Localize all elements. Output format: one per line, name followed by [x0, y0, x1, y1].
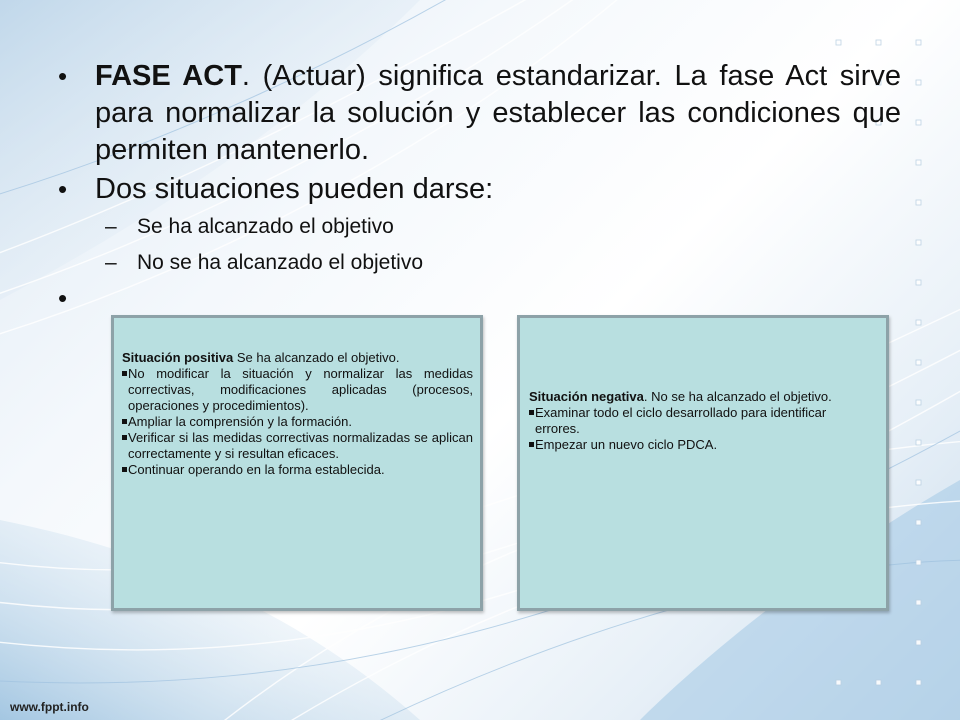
square-bullet-icon: [122, 435, 127, 440]
positive-item: [122, 430, 473, 462]
square-bullet-icon: [122, 467, 127, 472]
square-bullet-icon: [122, 419, 127, 424]
positive-item-text: Ampliar la comprensión y la formación.: [128, 414, 352, 429]
positive-item: [122, 366, 473, 414]
bullet-list: [58, 58, 901, 319]
negative-item-text: Empezar un nuevo ciclo PDCA.: [535, 437, 718, 452]
bullet-glyph: •: [58, 283, 68, 313]
negative-situation-title: [529, 389, 849, 405]
bullet-fase-act: [58, 58, 901, 169]
negative-item: [529, 405, 849, 437]
fase-act-heading: FASE ACT: [95, 60, 242, 92]
positive-title-bold: Situación positiva: [122, 350, 234, 365]
negative-situation-box: [517, 315, 889, 611]
positive-item-text: Continuar operando en la forma establecida.: [128, 462, 385, 477]
square-bullet-icon: [122, 371, 127, 376]
negative-item-text: Examinar todo el ciclo desarrollado para identificar errores.: [535, 405, 827, 436]
negative-title-rest: . No se ha alcanzado el objetivo.: [643, 389, 832, 404]
bullet-situaciones: [58, 169, 901, 209]
positive-item-text: Verificar si las medidas correctivas normalizadas se aplican correctamente y si resultan eficaces.: [128, 430, 473, 461]
square-bullet-icon: [529, 442, 534, 447]
sub-item-text: No se ha alcanzado el objetivo: [137, 251, 424, 274]
bullet-glyph: •: [58, 61, 68, 91]
sub-item-no-alcanzado: [58, 245, 901, 281]
positive-situation-box: [111, 315, 483, 611]
positive-item-text: No modificar la situación y normalizar las medidas correctivas, modificaciones aplicadas (procesos, operaciones y procedimientos).: [128, 366, 473, 413]
negative-item: [529, 437, 849, 453]
positive-situation-title: [122, 350, 473, 366]
situaciones-text: Dos situaciones pueden darse:: [95, 173, 494, 205]
sub-item-alcanzado: [58, 209, 901, 245]
footer-url: www.fppt.info: [10, 700, 89, 714]
bullet-empty: [58, 281, 901, 319]
positive-item: [122, 414, 473, 430]
positive-title-rest: Se ha alcanzado el objetivo.: [233, 350, 400, 365]
positive-item: [122, 462, 473, 478]
negative-title-bold: Situación negativa: [529, 389, 644, 404]
dash-glyph: –: [105, 251, 117, 274]
sub-item-text: Se ha alcanzado el objetivo: [137, 215, 394, 238]
positive-situation-content: [122, 350, 473, 478]
dash-glyph: –: [105, 215, 117, 238]
negative-situation-content: [529, 389, 849, 453]
square-bullet-icon: [529, 410, 534, 415]
fase-act-text: . (Actuar) significa estandarizar. La fase Act sirve para normalizar la solución y establecer las condiciones que permiten mantenerlo.: [95, 60, 902, 166]
bullet-glyph: •: [58, 174, 68, 204]
